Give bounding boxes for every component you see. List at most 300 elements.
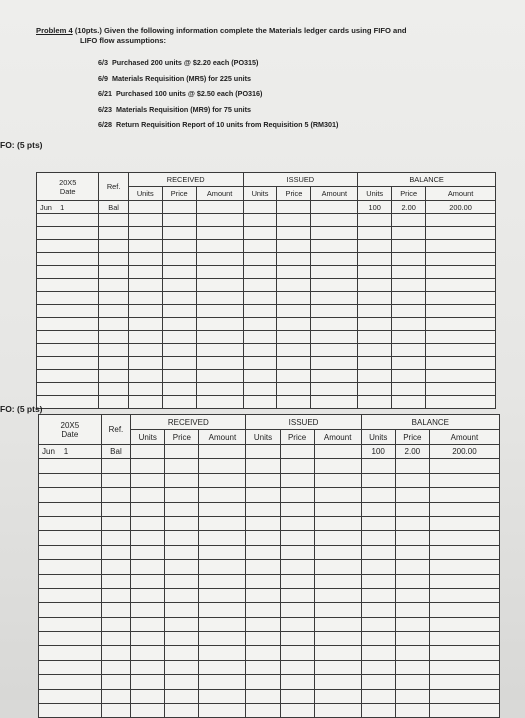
- ledger-cell[interactable]: [361, 560, 395, 574]
- ledger-cell[interactable]: [395, 545, 429, 559]
- ledger-cell[interactable]: [101, 704, 131, 718]
- ledger-cell[interactable]: [395, 560, 429, 574]
- ledger-cell[interactable]: [128, 357, 162, 370]
- ledger-cell[interactable]: [101, 632, 131, 646]
- ledger-cell[interactable]: [392, 370, 426, 383]
- ledger-cell[interactable]: [39, 473, 102, 487]
- ledger-cell[interactable]: [426, 318, 496, 331]
- ledger-cell[interactable]: [37, 370, 99, 383]
- ledger-cell[interactable]: [277, 279, 311, 292]
- ledger-cell[interactable]: [39, 588, 102, 602]
- ledger-cell[interactable]: [243, 383, 277, 396]
- ledger-cell[interactable]: [243, 331, 277, 344]
- ledger-cell[interactable]: [162, 214, 196, 227]
- ledger-cell[interactable]: [128, 331, 162, 344]
- ledger-cell[interactable]: [395, 704, 429, 718]
- ledger-cell[interactable]: [426, 214, 496, 227]
- ledger-cell[interactable]: [277, 370, 311, 383]
- ledger-cell[interactable]: [280, 632, 314, 646]
- ledger-cell[interactable]: [128, 253, 162, 266]
- ledger-cell[interactable]: [429, 459, 499, 473]
- ledger-cell[interactable]: [39, 502, 102, 516]
- ledger-cell[interactable]: [199, 445, 246, 459]
- ledger-cell[interactable]: [101, 473, 131, 487]
- ledger-cell[interactable]: [165, 531, 199, 545]
- ledger-cell[interactable]: [429, 574, 499, 588]
- ledger-cell[interactable]: [426, 279, 496, 292]
- ledger-cell[interactable]: [99, 279, 128, 292]
- ledger-cell[interactable]: [199, 689, 246, 703]
- ledger-cell[interactable]: [131, 704, 165, 718]
- ledger-cell[interactable]: [128, 292, 162, 305]
- ledger-cell[interactable]: [131, 459, 165, 473]
- ledger-cell[interactable]: [246, 588, 280, 602]
- ledger-cell[interactable]: [162, 396, 196, 409]
- ledger-cell[interactable]: [246, 632, 280, 646]
- ledger-cell[interactable]: [277, 201, 311, 214]
- ledger-cell[interactable]: [311, 318, 358, 331]
- ledger-cell[interactable]: [37, 266, 99, 279]
- ledger-cell[interactable]: [277, 214, 311, 227]
- ledger-cell[interactable]: [314, 473, 361, 487]
- ledger-cell[interactable]: [426, 240, 496, 253]
- balance-amount-cell[interactable]: 200.00: [426, 201, 496, 214]
- ledger-cell[interactable]: [311, 266, 358, 279]
- ledger-cell[interactable]: [128, 344, 162, 357]
- ledger-cell[interactable]: [243, 214, 277, 227]
- ledger-cell[interactable]: [426, 344, 496, 357]
- ledger-cell[interactable]: [246, 617, 280, 631]
- ledger-cell[interactable]: [128, 318, 162, 331]
- ledger-cell[interactable]: [39, 646, 102, 660]
- ledger-cell[interactable]: [199, 545, 246, 559]
- ledger-cell[interactable]: [243, 279, 277, 292]
- ledger-cell[interactable]: [358, 214, 392, 227]
- ledger-cell[interactable]: [395, 689, 429, 703]
- ledger-cell[interactable]: [165, 502, 199, 516]
- ledger-cell[interactable]: [314, 704, 361, 718]
- ledger-cell[interactable]: [165, 646, 199, 660]
- ledger-cell[interactable]: [280, 516, 314, 530]
- ledger-cell[interactable]: [392, 227, 426, 240]
- ledger-cell[interactable]: [429, 632, 499, 646]
- ledger-cell[interactable]: [358, 344, 392, 357]
- ledger-cell[interactable]: [199, 675, 246, 689]
- ledger-cell[interactable]: [162, 201, 196, 214]
- ledger-cell[interactable]: [128, 305, 162, 318]
- ledger-cell[interactable]: [131, 574, 165, 588]
- ledger-cell[interactable]: [429, 473, 499, 487]
- ledger-cell[interactable]: [196, 331, 243, 344]
- ledger-cell[interactable]: [196, 214, 243, 227]
- ledger-cell[interactable]: [196, 292, 243, 305]
- ledger-cell[interactable]: [37, 357, 99, 370]
- ledger-cell[interactable]: [314, 646, 361, 660]
- ledger-cell[interactable]: [361, 502, 395, 516]
- ledger-cell[interactable]: [196, 305, 243, 318]
- ledger-cell[interactable]: [37, 305, 99, 318]
- ledger-cell[interactable]: [128, 240, 162, 253]
- ledger-cell[interactable]: [358, 370, 392, 383]
- ledger-cell[interactable]: [37, 279, 99, 292]
- ledger-cell[interactable]: [165, 516, 199, 530]
- ledger-cell[interactable]: [314, 445, 361, 459]
- ledger-cell[interactable]: [131, 617, 165, 631]
- ledger-cell[interactable]: [246, 488, 280, 502]
- ledger-cell[interactable]: [99, 253, 128, 266]
- ledger-cell[interactable]: [128, 370, 162, 383]
- ledger-cell[interactable]: [39, 531, 102, 545]
- ledger-cell[interactable]: [39, 689, 102, 703]
- ledger-cell[interactable]: [37, 383, 99, 396]
- ledger-cell[interactable]: [395, 574, 429, 588]
- ledger-cell[interactable]: [395, 632, 429, 646]
- ledger-cell[interactable]: [128, 266, 162, 279]
- ledger-cell[interactable]: [131, 445, 165, 459]
- ledger-cell[interactable]: [311, 357, 358, 370]
- ledger-cell[interactable]: [199, 574, 246, 588]
- ledger-cell[interactable]: [246, 459, 280, 473]
- ledger-cell[interactable]: [131, 646, 165, 660]
- ledger-cell[interactable]: [358, 253, 392, 266]
- ledger-cell[interactable]: [314, 574, 361, 588]
- ledger-cell[interactable]: [392, 266, 426, 279]
- ledger-cell[interactable]: [165, 675, 199, 689]
- ledger-cell[interactable]: [246, 660, 280, 674]
- ledger-cell[interactable]: [358, 318, 392, 331]
- ledger-cell[interactable]: [246, 473, 280, 487]
- ledger-cell[interactable]: [246, 502, 280, 516]
- ledger-cell[interactable]: [243, 357, 277, 370]
- ledger-cell[interactable]: [199, 488, 246, 502]
- ledger-cell[interactable]: [165, 445, 199, 459]
- ledger-cell[interactable]: [101, 617, 131, 631]
- ledger-cell[interactable]: [358, 266, 392, 279]
- ledger-cell[interactable]: [361, 531, 395, 545]
- ledger-cell[interactable]: [392, 357, 426, 370]
- ledger-cell[interactable]: [101, 574, 131, 588]
- ledger-cell[interactable]: [392, 396, 426, 409]
- ledger-cell[interactable]: [165, 617, 199, 631]
- ledger-cell[interactable]: [199, 473, 246, 487]
- ledger-cell[interactable]: [162, 227, 196, 240]
- ledger-cell[interactable]: [101, 603, 131, 617]
- ledger-cell[interactable]: [101, 531, 131, 545]
- ledger-cell[interactable]: [196, 357, 243, 370]
- ledger-cell[interactable]: [361, 660, 395, 674]
- ledger-cell[interactable]: [199, 459, 246, 473]
- ledger-cell[interactable]: [99, 305, 128, 318]
- ledger-cell[interactable]: [429, 617, 499, 631]
- ledger-cell[interactable]: [37, 214, 99, 227]
- ledger-cell[interactable]: [99, 383, 128, 396]
- ledger-cell[interactable]: [196, 396, 243, 409]
- ledger-cell[interactable]: [361, 632, 395, 646]
- ref-cell[interactable]: Bal: [101, 445, 131, 459]
- ref-cell[interactable]: Bal: [99, 201, 128, 214]
- ledger-cell[interactable]: [162, 370, 196, 383]
- ledger-cell[interactable]: [39, 603, 102, 617]
- ledger-cell[interactable]: [358, 279, 392, 292]
- ledger-cell[interactable]: [196, 266, 243, 279]
- ledger-cell[interactable]: [196, 227, 243, 240]
- ledger-cell[interactable]: [426, 370, 496, 383]
- ledger-cell[interactable]: [392, 279, 426, 292]
- ledger-cell[interactable]: [101, 660, 131, 674]
- ledger-cell[interactable]: [243, 344, 277, 357]
- ledger-cell[interactable]: [395, 675, 429, 689]
- ledger-cell[interactable]: [311, 240, 358, 253]
- ledger-cell[interactable]: [196, 201, 243, 214]
- ledger-cell[interactable]: [131, 675, 165, 689]
- ledger-cell[interactable]: [199, 704, 246, 718]
- balance-units-cell[interactable]: 100: [358, 201, 392, 214]
- ledger-cell[interactable]: [280, 445, 314, 459]
- ledger-cell[interactable]: [37, 318, 99, 331]
- ledger-cell[interactable]: [131, 473, 165, 487]
- ledger-cell[interactable]: [361, 545, 395, 559]
- ledger-cell[interactable]: [128, 227, 162, 240]
- ledger-cell[interactable]: [280, 459, 314, 473]
- ledger-cell[interactable]: [131, 588, 165, 602]
- ledger-cell[interactable]: [131, 545, 165, 559]
- ledger-cell[interactable]: [392, 292, 426, 305]
- ledger-cell[interactable]: [246, 689, 280, 703]
- ledger-cell[interactable]: [426, 253, 496, 266]
- ledger-cell[interactable]: [199, 588, 246, 602]
- ledger-cell[interactable]: [361, 574, 395, 588]
- ledger-cell[interactable]: [392, 344, 426, 357]
- ledger-cell[interactable]: [426, 331, 496, 344]
- ledger-cell[interactable]: [395, 603, 429, 617]
- date-cell[interactable]: [37, 201, 99, 214]
- ledger-cell[interactable]: [361, 675, 395, 689]
- ledger-cell[interactable]: [196, 253, 243, 266]
- ledger-cell[interactable]: [165, 689, 199, 703]
- ledger-cell[interactable]: [358, 383, 392, 396]
- ledger-cell[interactable]: [165, 574, 199, 588]
- balance-amount-cell[interactable]: 200.00: [429, 445, 499, 459]
- ledger-cell[interactable]: [314, 560, 361, 574]
- ledger-cell[interactable]: [99, 331, 128, 344]
- ledger-cell[interactable]: [243, 266, 277, 279]
- ledger-cell[interactable]: [280, 488, 314, 502]
- ledger-cell[interactable]: [311, 396, 358, 409]
- ledger-cell[interactable]: [358, 227, 392, 240]
- ledger-cell[interactable]: [429, 646, 499, 660]
- ledger-cell[interactable]: [314, 459, 361, 473]
- ledger-cell[interactable]: [392, 331, 426, 344]
- ledger-cell[interactable]: [37, 292, 99, 305]
- ledger-cell[interactable]: [246, 646, 280, 660]
- ledger-cell[interactable]: [199, 531, 246, 545]
- ledger-cell[interactable]: [311, 201, 358, 214]
- ledger-cell[interactable]: [358, 396, 392, 409]
- ledger-cell[interactable]: [361, 689, 395, 703]
- ledger-cell[interactable]: [162, 318, 196, 331]
- ledger-cell[interactable]: [429, 660, 499, 674]
- ledger-cell[interactable]: [37, 331, 99, 344]
- ledger-cell[interactable]: [196, 383, 243, 396]
- ledger-cell[interactable]: [395, 646, 429, 660]
- ledger-cell[interactable]: [99, 396, 128, 409]
- ledger-cell[interactable]: [429, 488, 499, 502]
- ledger-cell[interactable]: [39, 560, 102, 574]
- ledger-cell[interactable]: [277, 396, 311, 409]
- ledger-cell[interactable]: [39, 545, 102, 559]
- ledger-cell[interactable]: [243, 305, 277, 318]
- ledger-cell[interactable]: [395, 502, 429, 516]
- ledger-cell[interactable]: [243, 201, 277, 214]
- ledger-cell[interactable]: [39, 516, 102, 530]
- ledger-cell[interactable]: [392, 318, 426, 331]
- ledger-cell[interactable]: [429, 545, 499, 559]
- ledger-cell[interactable]: [280, 617, 314, 631]
- ledger-cell[interactable]: [395, 617, 429, 631]
- ledger-cell[interactable]: [165, 545, 199, 559]
- ledger-cell[interactable]: [99, 240, 128, 253]
- ledger-cell[interactable]: [162, 357, 196, 370]
- ledger-cell[interactable]: [361, 488, 395, 502]
- ledger-cell[interactable]: [395, 531, 429, 545]
- ledger-cell[interactable]: [39, 704, 102, 718]
- ledger-cell[interactable]: [314, 502, 361, 516]
- ledger-cell[interactable]: [277, 344, 311, 357]
- ledger-cell[interactable]: [314, 617, 361, 631]
- ledger-cell[interactable]: [99, 266, 128, 279]
- ledger-cell[interactable]: [277, 383, 311, 396]
- ledger-cell[interactable]: [358, 240, 392, 253]
- ledger-cell[interactable]: [280, 574, 314, 588]
- ledger-cell[interactable]: [429, 560, 499, 574]
- ledger-cell[interactable]: [361, 704, 395, 718]
- ledger-cell[interactable]: [311, 370, 358, 383]
- ledger-cell[interactable]: [277, 357, 311, 370]
- ledger-cell[interactable]: [358, 305, 392, 318]
- ledger-cell[interactable]: [426, 383, 496, 396]
- ledger-cell[interactable]: [311, 344, 358, 357]
- ledger-cell[interactable]: [280, 603, 314, 617]
- ledger-cell[interactable]: [101, 675, 131, 689]
- ledger-cell[interactable]: [358, 357, 392, 370]
- ledger-cell[interactable]: [101, 459, 131, 473]
- ledger-cell[interactable]: [162, 240, 196, 253]
- ledger-cell[interactable]: [162, 331, 196, 344]
- ledger-cell[interactable]: [358, 292, 392, 305]
- ledger-cell[interactable]: [392, 253, 426, 266]
- ledger-cell[interactable]: [199, 660, 246, 674]
- ledger-cell[interactable]: [165, 632, 199, 646]
- ledger-cell[interactable]: [361, 516, 395, 530]
- ledger-cell[interactable]: [246, 675, 280, 689]
- ledger-cell[interactable]: [361, 588, 395, 602]
- ledger-cell[interactable]: [314, 488, 361, 502]
- ledger-cell[interactable]: [277, 253, 311, 266]
- ledger-cell[interactable]: [426, 292, 496, 305]
- ledger-cell[interactable]: [162, 266, 196, 279]
- ledger-cell[interactable]: [39, 675, 102, 689]
- ledger-cell[interactable]: [165, 588, 199, 602]
- ledger-cell[interactable]: [246, 574, 280, 588]
- ledger-cell[interactable]: [39, 617, 102, 631]
- ledger-cell[interactable]: [361, 617, 395, 631]
- ledger-cell[interactable]: [280, 560, 314, 574]
- ledger-cell[interactable]: [277, 331, 311, 344]
- ledger-cell[interactable]: [429, 502, 499, 516]
- ledger-cell[interactable]: [280, 675, 314, 689]
- ledger-cell[interactable]: [395, 660, 429, 674]
- ledger-cell[interactable]: [199, 617, 246, 631]
- ledger-cell[interactable]: [243, 240, 277, 253]
- ledger-cell[interactable]: [99, 292, 128, 305]
- ledger-cell[interactable]: [196, 318, 243, 331]
- ledger-cell[interactable]: [280, 646, 314, 660]
- ledger-cell[interactable]: [426, 396, 496, 409]
- ledger-cell[interactable]: [314, 689, 361, 703]
- ledger-cell[interactable]: [277, 240, 311, 253]
- ledger-cell[interactable]: [131, 531, 165, 545]
- ledger-cell[interactable]: [162, 279, 196, 292]
- ledger-cell[interactable]: [162, 305, 196, 318]
- ledger-cell[interactable]: [361, 646, 395, 660]
- ledger-cell[interactable]: [131, 516, 165, 530]
- ledger-cell[interactable]: [426, 305, 496, 318]
- ledger-cell[interactable]: [196, 279, 243, 292]
- ledger-cell[interactable]: [361, 603, 395, 617]
- ledger-cell[interactable]: [37, 396, 99, 409]
- ledger-cell[interactable]: [162, 344, 196, 357]
- ledger-cell[interactable]: [101, 516, 131, 530]
- ledger-cell[interactable]: [314, 516, 361, 530]
- ledger-cell[interactable]: [165, 603, 199, 617]
- balance-price-cell[interactable]: 2.00: [392, 201, 426, 214]
- ledger-cell[interactable]: [429, 689, 499, 703]
- ledger-cell[interactable]: [101, 588, 131, 602]
- ledger-cell[interactable]: [395, 516, 429, 530]
- ledger-cell[interactable]: [243, 396, 277, 409]
- ledger-cell[interactable]: [395, 588, 429, 602]
- ledger-cell[interactable]: [101, 502, 131, 516]
- ledger-cell[interactable]: [426, 266, 496, 279]
- ledger-cell[interactable]: [128, 214, 162, 227]
- ledger-cell[interactable]: [429, 675, 499, 689]
- ledger-cell[interactable]: [162, 383, 196, 396]
- ledger-cell[interactable]: [37, 240, 99, 253]
- ledger-cell[interactable]: [246, 545, 280, 559]
- ledger-cell[interactable]: [39, 459, 102, 473]
- ledger-cell[interactable]: [165, 473, 199, 487]
- ledger-cell[interactable]: [131, 488, 165, 502]
- ledger-cell[interactable]: [99, 214, 128, 227]
- ledger-cell[interactable]: [128, 279, 162, 292]
- ledger-cell[interactable]: [199, 516, 246, 530]
- ledger-cell[interactable]: [280, 588, 314, 602]
- ledger-cell[interactable]: [131, 560, 165, 574]
- ledger-cell[interactable]: [196, 344, 243, 357]
- ledger-cell[interactable]: [392, 383, 426, 396]
- ledger-cell[interactable]: [277, 318, 311, 331]
- ledger-cell[interactable]: [246, 704, 280, 718]
- ledger-cell[interactable]: [199, 603, 246, 617]
- ledger-cell[interactable]: [243, 292, 277, 305]
- ledger-cell[interactable]: [128, 201, 162, 214]
- ledger-cell[interactable]: [311, 214, 358, 227]
- ledger-cell[interactable]: [165, 704, 199, 718]
- ledger-cell[interactable]: [128, 383, 162, 396]
- ledger-cell[interactable]: [429, 603, 499, 617]
- ledger-cell[interactable]: [311, 305, 358, 318]
- ledger-cell[interactable]: [243, 227, 277, 240]
